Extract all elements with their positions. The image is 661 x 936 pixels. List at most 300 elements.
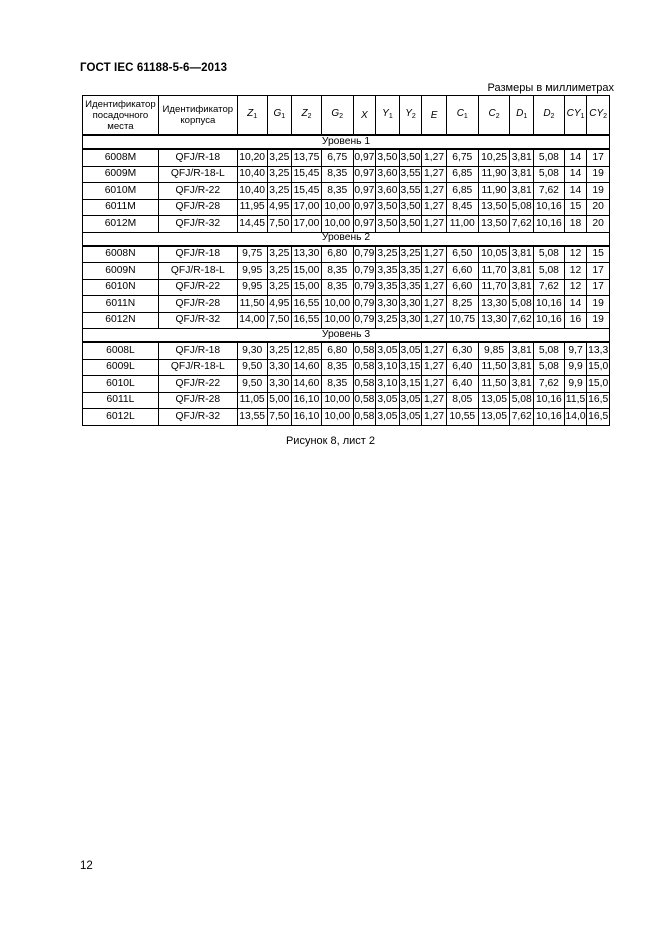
value-cell: 0,58: [353, 392, 376, 409]
land-id-cell: 6012N: [83, 312, 159, 329]
value-cell: 3,05: [399, 342, 422, 359]
value-cell: 0,97: [353, 183, 376, 200]
value-cell: 0,79: [353, 296, 376, 313]
col-header-symbol: [534, 96, 565, 136]
value-cell: 3,81: [510, 263, 534, 280]
package-id-cell: QFJ/R-18-L: [158, 359, 237, 376]
land-id-cell: 6011L: [83, 392, 159, 409]
value-cell: 17: [587, 263, 610, 280]
value-cell: 3,81: [510, 183, 534, 200]
value-cell: 8,35: [321, 166, 353, 183]
value-cell: 3,25: [376, 246, 400, 263]
value-cell: 9,9: [564, 359, 587, 376]
value-cell: 11,70: [478, 263, 510, 280]
value-cell: 8,35: [321, 359, 353, 376]
value-cell: 13,30: [478, 296, 510, 313]
package-id-cell: QFJ/R-32: [158, 312, 237, 329]
value-cell: 3,50: [376, 149, 400, 166]
symbol-subscript: 2: [495, 113, 500, 120]
table-row: [83, 376, 610, 393]
value-cell: 13,3: [587, 342, 610, 359]
package-id-cell: QFJ/R-28: [158, 296, 237, 313]
value-cell: 13,05: [478, 392, 510, 409]
value-cell: 6,80: [321, 246, 353, 263]
value-cell: 3,05: [376, 392, 400, 409]
page-number: 12: [80, 860, 93, 872]
value-cell: 10,00: [321, 409, 353, 426]
value-cell: 8,35: [321, 376, 353, 393]
value-cell: 1,27: [422, 312, 447, 329]
value-cell: 6,40: [446, 359, 478, 376]
value-cell: 1,27: [422, 166, 447, 183]
table-row: [83, 216, 610, 233]
value-cell: 8,25: [446, 296, 478, 313]
value-cell: 12: [564, 246, 587, 263]
symbol-subscript: 2: [603, 113, 608, 120]
land-id-cell: 6009L: [83, 359, 159, 376]
col-header-symbol: [353, 96, 376, 136]
symbol-subscript: 1: [253, 113, 258, 120]
value-cell: 15,0: [587, 376, 610, 393]
col-header-symbol: [267, 96, 292, 136]
value-cell: 7,62: [534, 279, 565, 296]
table-row: [83, 359, 610, 376]
value-cell: 14: [564, 149, 587, 166]
figure-caption: Рисунок 8, лист 2: [285, 435, 376, 447]
value-cell: 1,27: [422, 359, 447, 376]
value-cell: 10,16: [534, 216, 565, 233]
value-cell: 3,05: [376, 342, 400, 359]
table-row: [83, 342, 610, 359]
table-row: [83, 279, 610, 296]
value-cell: 3,30: [376, 296, 400, 313]
value-cell: 9,95: [237, 279, 267, 296]
symbol-subscript: 2: [550, 113, 555, 120]
level-row: [83, 232, 610, 246]
value-cell: 3,30: [399, 312, 422, 329]
value-cell: 3,25: [399, 246, 422, 263]
value-cell: 8,35: [321, 183, 353, 200]
table-row: [83, 409, 610, 426]
symbol-base: CY: [589, 108, 604, 119]
value-cell: 14,60: [292, 359, 322, 376]
value-cell: 7,62: [510, 312, 534, 329]
value-cell: 13,30: [478, 312, 510, 329]
value-cell: 10,00: [321, 312, 353, 329]
value-cell: 11,95: [237, 199, 267, 216]
value-cell: 1,27: [422, 199, 447, 216]
land-id-cell: 6008M: [83, 149, 159, 166]
symbol-base: G: [273, 108, 282, 119]
table-row: [83, 263, 610, 280]
value-cell: 10,05: [478, 246, 510, 263]
value-cell: 10,16: [534, 409, 565, 426]
symbol-subscript: 1: [523, 113, 528, 120]
package-id-cell: QFJ/R-28: [158, 199, 237, 216]
value-cell: 12: [564, 279, 587, 296]
value-cell: 7,62: [510, 216, 534, 233]
value-cell: 11,50: [478, 359, 510, 376]
value-cell: 1,27: [422, 216, 447, 233]
symbol-base: E: [430, 109, 438, 121]
value-cell: 16,10: [292, 392, 322, 409]
value-cell: 3,81: [510, 149, 534, 166]
table-row: [83, 199, 610, 216]
value-cell: 11,05: [237, 392, 267, 409]
level-row: [83, 135, 610, 149]
value-cell: 1,27: [422, 246, 447, 263]
value-cell: 14,60: [292, 376, 322, 393]
value-cell: 3,15: [399, 359, 422, 376]
value-cell: 19: [587, 166, 610, 183]
value-cell: 15: [587, 246, 610, 263]
col-header-symbol: [564, 96, 587, 136]
symbol-base: CY: [566, 108, 581, 119]
value-cell: 1,27: [422, 392, 447, 409]
value-cell: 5,08: [534, 166, 565, 183]
value-cell: 10,25: [478, 149, 510, 166]
value-cell: 5,00: [267, 392, 292, 409]
value-cell: 3,25: [267, 166, 292, 183]
value-cell: 20: [587, 199, 610, 216]
table-row: [83, 312, 610, 329]
value-cell: 6,60: [446, 263, 478, 280]
value-cell: 0,79: [353, 312, 376, 329]
value-cell: 11,00: [446, 216, 478, 233]
col-header-symbol: [292, 96, 322, 136]
table-row: [83, 183, 610, 200]
value-cell: 7,50: [267, 409, 292, 426]
col-header-symbol: [321, 96, 353, 136]
land-id-cell: 6011M: [83, 199, 159, 216]
table-row: [83, 246, 610, 263]
value-cell: 8,35: [321, 279, 353, 296]
value-cell: 1,27: [422, 149, 447, 166]
col-header-symbol: [237, 96, 267, 136]
value-cell: 3,35: [399, 263, 422, 280]
land-id-cell: 6010N: [83, 279, 159, 296]
value-cell: 3,05: [399, 409, 422, 426]
land-id-cell: 6008L: [83, 342, 159, 359]
value-cell: 8,35: [321, 263, 353, 280]
value-cell: 5,08: [534, 149, 565, 166]
value-cell: 1,27: [422, 376, 447, 393]
table-row: [83, 149, 610, 166]
value-cell: 13,75: [292, 149, 322, 166]
col-header-symbol: [446, 96, 478, 136]
value-cell: 6,80: [321, 342, 353, 359]
land-id-cell: 6012M: [83, 216, 159, 233]
value-cell: 3,30: [267, 376, 292, 393]
symbol-base: Z: [301, 108, 308, 119]
value-cell: 13,30: [292, 246, 322, 263]
units-note: Размеры в миллиметрах: [487, 82, 614, 94]
value-cell: 19: [587, 296, 610, 313]
value-cell: 13,50: [478, 199, 510, 216]
value-cell: 13,05: [478, 409, 510, 426]
value-cell: 9,50: [237, 376, 267, 393]
value-cell: 14: [564, 183, 587, 200]
value-cell: 11,5: [564, 392, 587, 409]
value-cell: 3,25: [267, 342, 292, 359]
value-cell: 1,27: [422, 279, 447, 296]
value-cell: 14,0: [564, 409, 587, 426]
table-row: [83, 296, 610, 313]
value-cell: 3,25: [267, 279, 292, 296]
value-cell: 3,10: [376, 376, 400, 393]
value-cell: 3,25: [267, 246, 292, 263]
value-cell: 6,30: [446, 342, 478, 359]
value-cell: 1,27: [422, 342, 447, 359]
value-cell: 10,00: [321, 296, 353, 313]
col-header-symbol: [422, 96, 447, 136]
land-id-cell: 6008N: [83, 246, 159, 263]
value-cell: 0,97: [353, 199, 376, 216]
value-cell: 15: [564, 199, 587, 216]
value-cell: 15,45: [292, 166, 322, 183]
package-id-cell: QFJ/R-18: [158, 149, 237, 166]
package-id-cell: QFJ/R-32: [158, 409, 237, 426]
document-header: ГОСТ IEC 61188-5-6—2013: [80, 62, 228, 74]
land-id-cell: 6009N: [83, 263, 159, 280]
value-cell: 9,85: [478, 342, 510, 359]
land-id-cell: 6010L: [83, 376, 159, 393]
value-cell: 0,79: [353, 279, 376, 296]
value-cell: 3,60: [376, 166, 400, 183]
value-cell: 3,81: [510, 342, 534, 359]
value-cell: 3,25: [267, 263, 292, 280]
land-id-cell: 6010M: [83, 183, 159, 200]
value-cell: 6,40: [446, 376, 478, 393]
value-cell: 3,50: [376, 199, 400, 216]
value-cell: 17: [587, 279, 610, 296]
value-cell: 8,05: [446, 392, 478, 409]
symbol-base: C: [456, 108, 464, 119]
value-cell: 16: [564, 312, 587, 329]
value-cell: 3,05: [399, 392, 422, 409]
value-cell: 10,75: [446, 312, 478, 329]
value-cell: 3,30: [399, 296, 422, 313]
value-cell: 20: [587, 216, 610, 233]
symbol-subscript: 1: [463, 113, 468, 120]
package-id-cell: QFJ/R-18: [158, 342, 237, 359]
value-cell: 3,25: [267, 183, 292, 200]
value-cell: 6,75: [446, 149, 478, 166]
value-cell: 0,97: [353, 166, 376, 183]
value-cell: 3,05: [376, 409, 400, 426]
value-cell: 0,58: [353, 359, 376, 376]
value-cell: 11,90: [478, 166, 510, 183]
value-cell: 1,27: [422, 409, 447, 426]
land-id-cell: 6009M: [83, 166, 159, 183]
value-cell: 6,75: [321, 149, 353, 166]
value-cell: 6,60: [446, 279, 478, 296]
value-cell: 10,20: [237, 149, 267, 166]
symbol-base: D: [516, 108, 524, 119]
value-cell: 6,50: [446, 246, 478, 263]
value-cell: 17,00: [292, 216, 322, 233]
value-cell: 11,50: [478, 376, 510, 393]
level-label: Уровень 3: [83, 329, 610, 343]
value-cell: 13,50: [478, 216, 510, 233]
value-cell: 3,55: [399, 166, 422, 183]
value-cell: 15,00: [292, 263, 322, 280]
value-cell: 15,45: [292, 183, 322, 200]
value-cell: 3,50: [399, 216, 422, 233]
symbol-subscript: 2: [339, 113, 344, 120]
value-cell: 6,85: [446, 166, 478, 183]
value-cell: 5,08: [510, 199, 534, 216]
value-cell: 11,90: [478, 183, 510, 200]
value-cell: 17,00: [292, 199, 322, 216]
table-row: [83, 166, 610, 183]
col-header-symbol: [587, 96, 610, 136]
table-row: [83, 392, 610, 409]
value-cell: 7,50: [267, 312, 292, 329]
symbol-subscript: 2: [411, 113, 416, 120]
col-header-symbol: [478, 96, 510, 136]
value-cell: 10,16: [534, 392, 565, 409]
value-cell: 0,79: [353, 246, 376, 263]
value-cell: 16,10: [292, 409, 322, 426]
col-header-symbol: [399, 96, 422, 136]
value-cell: 10,16: [534, 296, 565, 313]
value-cell: 14: [564, 296, 587, 313]
level-label: Уровень 1: [83, 135, 610, 149]
value-cell: 10,00: [321, 392, 353, 409]
value-cell: 10,55: [446, 409, 478, 426]
value-cell: 5,08: [510, 296, 534, 313]
value-cell: 15,00: [292, 279, 322, 296]
value-cell: 3,81: [510, 359, 534, 376]
value-cell: 0,97: [353, 216, 376, 233]
level-row: [83, 329, 610, 343]
package-id-cell: QFJ/R-18-L: [158, 166, 237, 183]
level-label: Уровень 2: [83, 232, 610, 246]
value-cell: 10,40: [237, 183, 267, 200]
value-cell: 9,30: [237, 342, 267, 359]
value-cell: 5,08: [534, 263, 565, 280]
value-cell: 3,81: [510, 166, 534, 183]
value-cell: 16,5: [587, 392, 610, 409]
value-cell: 11,50: [237, 296, 267, 313]
col-header-symbol: [510, 96, 534, 136]
package-id-cell: QFJ/R-28: [158, 392, 237, 409]
value-cell: 13,55: [237, 409, 267, 426]
value-cell: 0,58: [353, 376, 376, 393]
value-cell: 3,55: [399, 183, 422, 200]
value-cell: 7,62: [534, 183, 565, 200]
value-cell: 5,08: [510, 392, 534, 409]
value-cell: 14,45: [237, 216, 267, 233]
dimensions-table: [82, 95, 610, 426]
value-cell: 0,58: [353, 409, 376, 426]
symbol-base: C: [488, 108, 496, 119]
value-cell: 3,81: [510, 279, 534, 296]
value-cell: 10,16: [534, 199, 565, 216]
symbol-subscript: 2: [307, 113, 312, 120]
value-cell: 1,27: [422, 183, 447, 200]
value-cell: 9,9: [564, 376, 587, 393]
value-cell: 16,55: [292, 296, 322, 313]
value-cell: 3,35: [399, 279, 422, 296]
land-id-cell: 6011N: [83, 296, 159, 313]
package-id-cell: QFJ/R-22: [158, 279, 237, 296]
value-cell: 10,00: [321, 216, 353, 233]
value-cell: 14: [564, 166, 587, 183]
value-cell: 3,60: [376, 183, 400, 200]
col-header-land-id: Идентификатор посадочного места: [83, 96, 159, 136]
value-cell: 5,08: [534, 342, 565, 359]
symbol-subscript: 1: [580, 113, 585, 120]
value-cell: 9,75: [237, 246, 267, 263]
value-cell: 11,70: [478, 279, 510, 296]
land-id-cell: 6012L: [83, 409, 159, 426]
value-cell: 3,81: [510, 376, 534, 393]
value-cell: 7,62: [510, 409, 534, 426]
value-cell: 16,5: [587, 409, 610, 426]
value-cell: 14,00: [237, 312, 267, 329]
value-cell: 19: [587, 183, 610, 200]
col-header-symbol: [376, 96, 400, 136]
table-body: [83, 135, 610, 425]
value-cell: 0,97: [353, 149, 376, 166]
symbol-base: Y: [405, 108, 412, 119]
value-cell: 3,25: [376, 312, 400, 329]
value-cell: 4,95: [267, 199, 292, 216]
value-cell: 5,08: [534, 246, 565, 263]
value-cell: 3,50: [399, 199, 422, 216]
value-cell: 19: [587, 312, 610, 329]
value-cell: 4,95: [267, 296, 292, 313]
value-cell: 0,58: [353, 342, 376, 359]
value-cell: 17: [587, 149, 610, 166]
symbol-base: Y: [382, 108, 389, 119]
value-cell: 1,27: [422, 296, 447, 313]
value-cell: 9,95: [237, 263, 267, 280]
value-cell: 1,27: [422, 263, 447, 280]
symbol-base: Z: [247, 108, 254, 119]
value-cell: 3,25: [267, 149, 292, 166]
package-id-cell: QFJ/R-22: [158, 183, 237, 200]
value-cell: 10,40: [237, 166, 267, 183]
value-cell: 15,0: [587, 359, 610, 376]
symbol-base: G: [331, 108, 340, 119]
value-cell: 7,50: [267, 216, 292, 233]
value-cell: 3,35: [376, 279, 400, 296]
value-cell: 3,35: [376, 263, 400, 280]
value-cell: 3,10: [376, 359, 400, 376]
value-cell: 0,79: [353, 263, 376, 280]
value-cell: 18: [564, 216, 587, 233]
package-id-cell: QFJ/R-18-L: [158, 263, 237, 280]
col-header-package-id: Идентификатор корпуса: [158, 96, 237, 136]
value-cell: 3,81: [510, 246, 534, 263]
header-row: [83, 96, 610, 136]
symbol-subscript: 1: [388, 113, 393, 120]
symbol-base: X: [361, 109, 368, 121]
value-cell: 10,16: [534, 312, 565, 329]
value-cell: 3,30: [267, 359, 292, 376]
value-cell: 3,15: [399, 376, 422, 393]
value-cell: 3,50: [399, 149, 422, 166]
value-cell: 16,55: [292, 312, 322, 329]
value-cell: 12,85: [292, 342, 322, 359]
value-cell: 9,50: [237, 359, 267, 376]
value-cell: 7,62: [534, 376, 565, 393]
package-id-cell: QFJ/R-18: [158, 246, 237, 263]
value-cell: 3,50: [376, 216, 400, 233]
